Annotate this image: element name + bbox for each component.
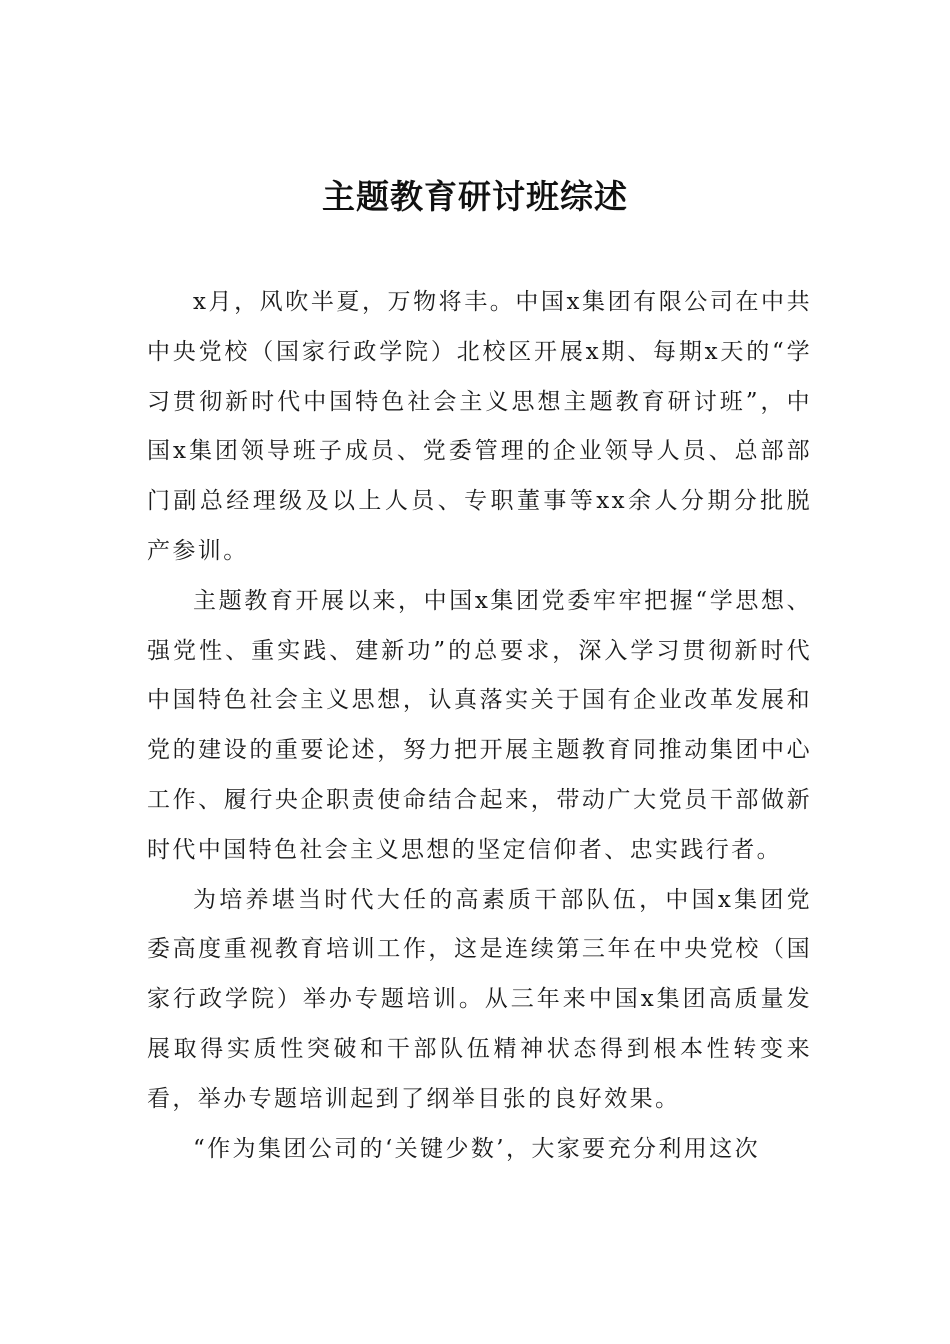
paragraph-1: x月，风吹半夏，万物将丰。中国x集团有限公司在中共中央党校（国家行政学院）北校区开展x期、每期x天的“学习贯彻新时代中国特色社会主义思想主题教育研讨班”，中国x集团领导班子成员、党委管理的企业领导人员、总部部门副总经理级及以上人员、专职董事等xx余人分期分批脱产参训。 — [147, 289, 812, 564]
paragraph-4: “作为集团公司的‘关键少数’，大家要充分利用这次 — [193, 1135, 760, 1162]
paragraph-2: 主题教育开展以来，中国x集团党委牢牢把握“学思想、强党性、重实践、建新功”的总要求，深入学习贯彻新时代中国特色社会主义思想，认真落实关于国有企业改革发展和党的建设的重要论述，努力把开展主题教育同推动集团中心工作、履行央企职责使命结合起来，带动广大党员干部做新时代中国特色社会主义思想的坚定信仰者、忠实践行者。 — [147, 587, 812, 863]
paragraph-3: 为培养堪当时代大任的高素质干部队伍，中国x集团党委高度重视教育培训工作，这是连续第三年在中央党校（国家行政学院）举办专题培训。从三年来中国x集团高质量发展取得实质性突破和干部队伍精神状态得到根本性转变来看，举办专题培训起到了纲举目张的良好效果。 — [147, 886, 812, 1112]
document-title: 主题教育研讨班综述 — [322, 177, 628, 216]
document-body — [147, 278, 812, 1174]
